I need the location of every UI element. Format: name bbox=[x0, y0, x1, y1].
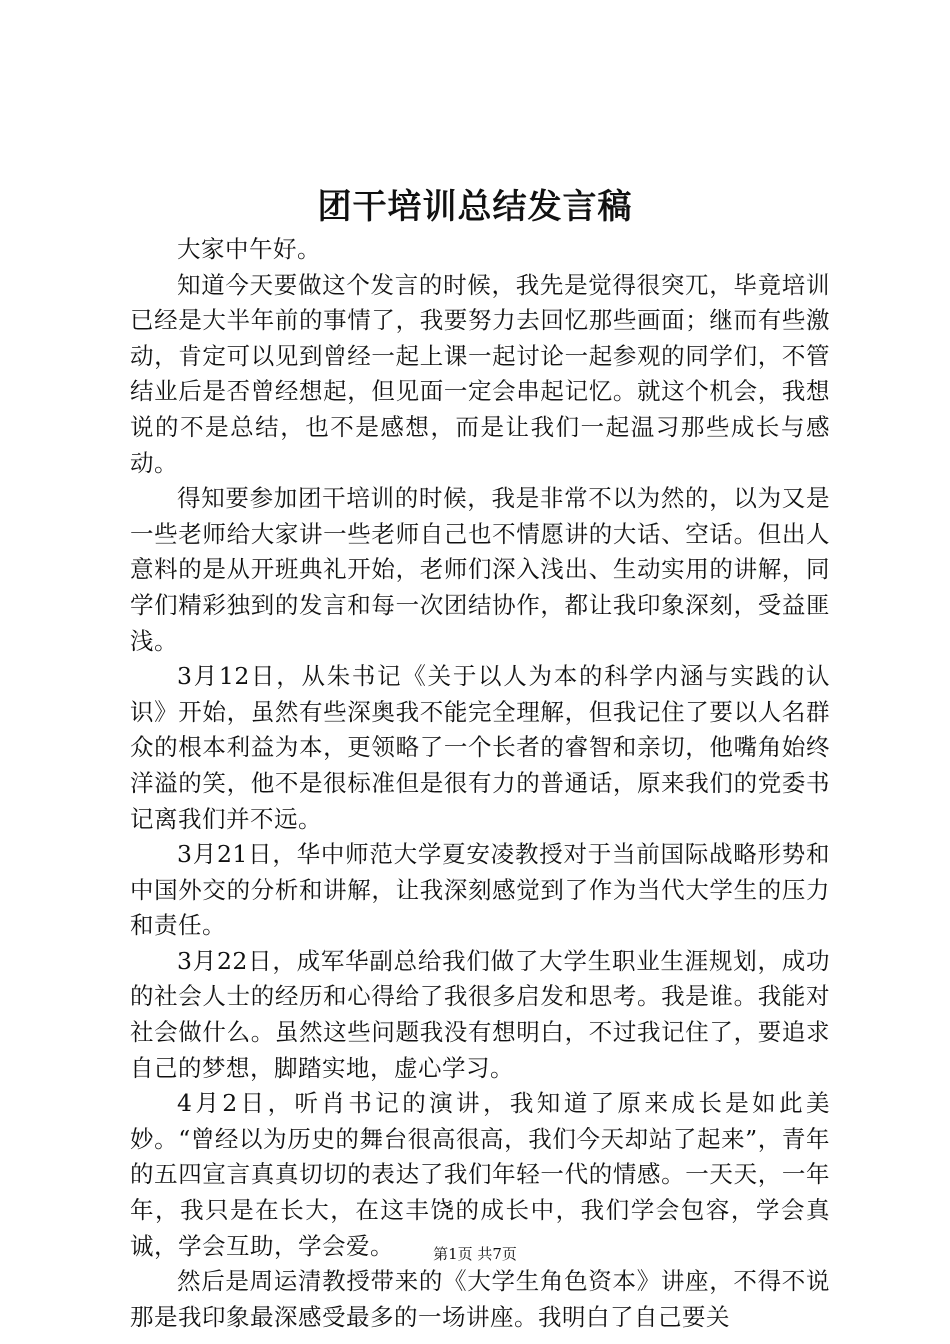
document-body bbox=[130, 232, 830, 1335]
paragraph-intro: 知道今天要做这个发言的时候，我先是觉得很突兀，毕竟培训已经是大半年前的事情了，我要努力去回忆那些画面；继而有些激动，肯定可以见到曾经一起上课一起讨论一起参观的同学们，不管结业后是否曾经想起，但见面一定会串起记忆。就这个机会，我想说的不是总结，也不是感想，而是让我们一起温习那些成长与感动。 bbox=[130, 270, 830, 477]
paragraph-march-22: 3月22日，成军华副总给我们做了大学生职业生涯规划，成功的社会人士的经历和心得给了我很多启发和思考。我是谁。我能对社会做什么。虽然这些问题我没有想明白，不过我记住了，要追求自己的梦想，脚踏实地，虚心学习。 bbox=[130, 946, 830, 1082]
page-footer: 第1页 共7页 bbox=[433, 1245, 517, 1263]
paragraph-lecture: 然后是周运清教授带来的《大学生角色资本》讲座，不得不说那是我印象最深感受最多的一场讲座。我明白了自己要关 bbox=[130, 1267, 830, 1331]
paragraph-march-12: 3月12日，从朱书记《关于以人为本的科学内涵与实践的认识》开始，虽然有些深奥我不能完全理解，但我记住了要以人名群众的根本利益为本，更领略了一个长者的睿智和亲切，他嘴角始终洋溢的笑，他不是很标准但是很有力的普通话，原来我们的党委书记离我们并不远。 bbox=[130, 662, 830, 833]
paragraph-april-2: 4月2日，听肖书记的演讲，我知道了原来成长是如此美妙。“曾经以为历史的舞台很高很高，我们今天却站了起来”，青年的五四宣言真真切切的表达了我们年轻一代的情感。一天天，一年年，我只是在长大，在这丰饶的成长中，我们学会包容，学会真诚，学会互助，学会爱。 bbox=[130, 1089, 830, 1260]
paragraph-expectation: 得知要参加团干培训的时候，我是非常不以为然的，以为又是一些老师给大家讲一些老师自己也不情愿讲的大话、空话。但出人意料的是从开班典礼开始，老师们深入浅出、生动实用的讲解，同学们精彩独到的发言和每一次团结协作，都让我印象深刻，受益匪浅。 bbox=[130, 484, 830, 655]
paragraph-march-21: 3月21日，华中师范大学夏安凌教授对于当前国际战略形势和中国外交的分析和讲解，让我深刻感觉到了作为当代大学生的压力和责任。 bbox=[130, 840, 830, 940]
page-title: 团干培训总结发言稿 bbox=[317, 187, 633, 227]
paragraph-greeting: 大家中午好。 bbox=[177, 235, 321, 263]
